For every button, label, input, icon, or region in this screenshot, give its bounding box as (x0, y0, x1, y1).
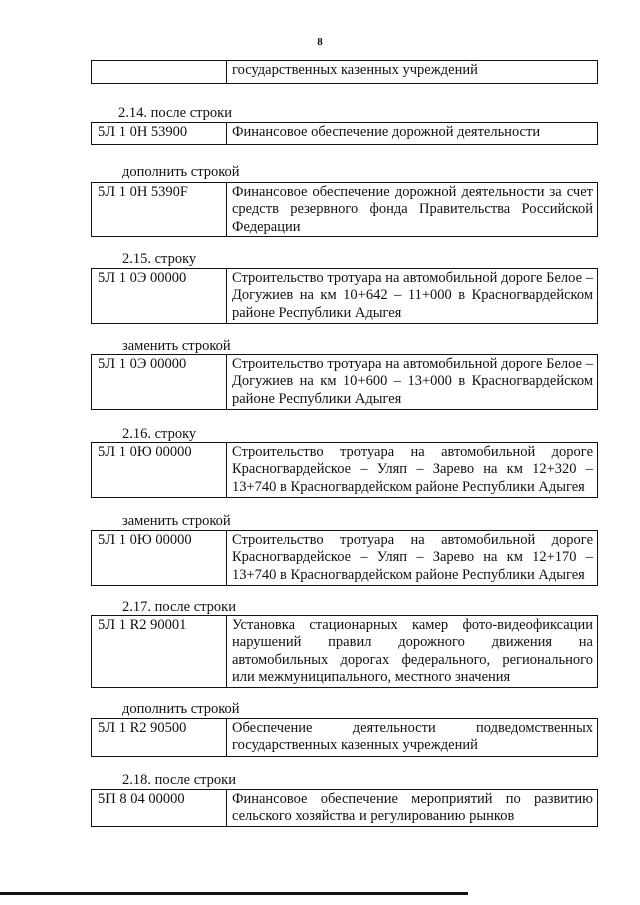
amendment-label: заменить строкой (122, 513, 231, 529)
table-row (91, 354, 598, 410)
amendment-label: дополнить строкой (122, 164, 240, 180)
budget-code: 5П 8 04 00000 (92, 790, 227, 827)
scan-edge-line (0, 892, 468, 895)
amendment-label: 2.14. после строки (118, 105, 232, 121)
budget-description: Строительство тротуара на автомобильной дороге Красногвардейское – Уляп – Зарево на км 12+170 – 13+740 в Красногвардейском районе Республики Адыгея (227, 531, 598, 586)
budget-code: 5Л 1 0Ю 00000 (92, 443, 227, 498)
table-row (91, 182, 598, 237)
budget-description: Строительство тротуара на автомобильной дороге Белое – Догужиев на км 10+600 – 13+000 в Красногвардейском районе Республики Адыгея (227, 355, 598, 410)
budget-code: 5Л 1 0Н 53900 (92, 123, 227, 145)
budget-description: Финансовое обеспечение дорожной деятельности за счет средств резервного фонда Правительства Российской Федерации (227, 183, 598, 237)
table-row (91, 442, 598, 498)
budget-description: Финансовое обеспечение дорожной деятельности (227, 123, 598, 145)
budget-code: 5Л 1 0Н 5390F (92, 183, 227, 237)
budget-description: Строительство тротуара на автомобильной дороге Красногвардейское – Уляп – Зарево на км 12+320 – 13+740 в Красногвардейском районе Республики Адыгея (227, 443, 598, 498)
table-row (91, 718, 598, 757)
amendment-label: дополнить строкой (122, 701, 240, 717)
table-row (91, 122, 598, 145)
amendment-label: 2.15. строку (122, 251, 197, 267)
budget-description: Установка стационарных камер фото-видеофиксации нарушений правил дорожного движения на автомобильных дорогах федерального, регионального или межмуниципального, местного значения (227, 616, 598, 688)
budget-code: 5Л 1 0Э 00000 (92, 355, 227, 410)
budget-code: 5Л 1 0Ю 00000 (92, 531, 227, 586)
amendment-label: заменить строкой (122, 338, 231, 354)
budget-code (92, 61, 227, 84)
table-row (91, 789, 598, 827)
amendment-label: 2.18. после строки (122, 772, 236, 788)
budget-description: Обеспечение деятельности подведомственных государственных казенных учреждений (227, 719, 598, 757)
budget-code: 5Л 1 0Э 00000 (92, 269, 227, 324)
page-number: 8 (317, 36, 323, 48)
amendment-label: 2.17. после строки (122, 599, 236, 615)
budget-description: государственных казенных учреждений (227, 61, 598, 84)
budget-description: Финансовое обеспечение мероприятий по развитию сельского хозяйства и регулированию рынков (227, 790, 598, 827)
budget-code: 5Л 1 R2 90500 (92, 719, 227, 757)
table-row (91, 530, 598, 586)
table-row (91, 60, 598, 84)
table-row (91, 615, 598, 688)
table-row (91, 268, 598, 324)
budget-description: Строительство тротуара на автомобильной дороге Белое – Догужиев на км 10+642 – 11+000 в Красногвардейском районе Республики Адыгея (227, 269, 598, 324)
amendment-label: 2.16. строку (122, 426, 197, 442)
budget-code: 5Л 1 R2 90001 (92, 616, 227, 688)
